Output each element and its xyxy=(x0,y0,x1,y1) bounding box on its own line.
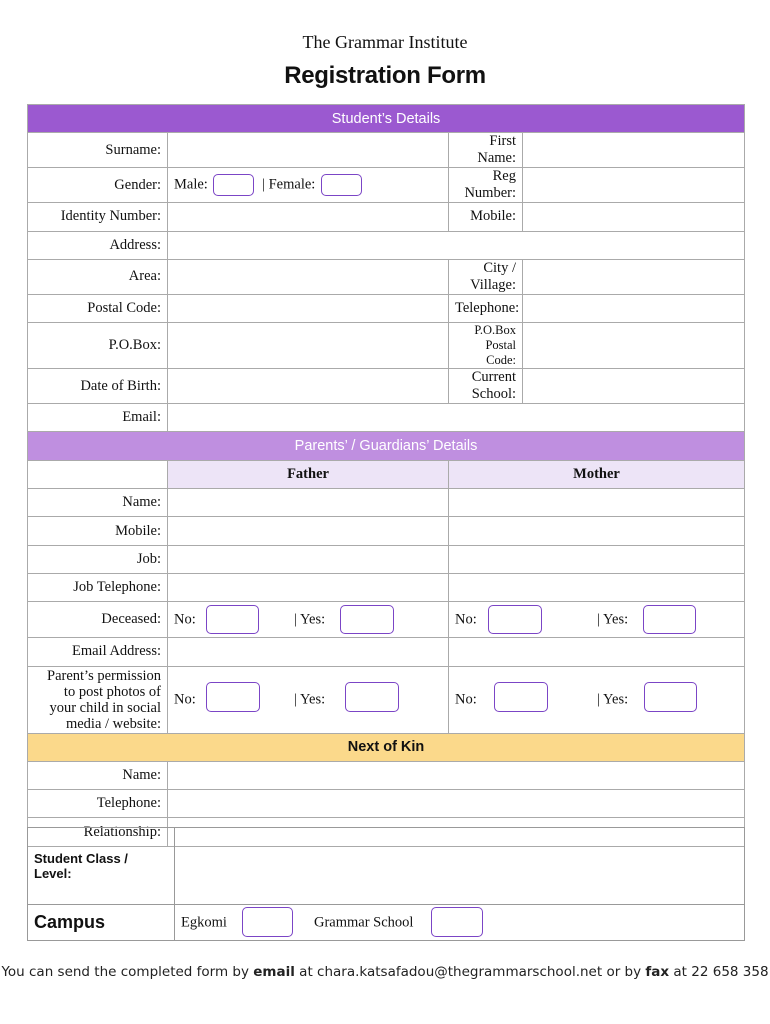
egkomi-checkbox[interactable] xyxy=(242,907,293,937)
deceased-label: Deceased: xyxy=(28,602,168,638)
reg-number-field[interactable] xyxy=(523,168,745,203)
current-school-label: Current School: xyxy=(449,369,523,404)
address-field[interactable] xyxy=(168,231,745,259)
surname-field[interactable] xyxy=(168,133,449,168)
mother-name-field[interactable] xyxy=(449,489,745,517)
class-campus-table xyxy=(27,827,745,941)
surname-label: Surname: xyxy=(28,133,168,168)
grammar-school-checkbox[interactable] xyxy=(431,907,483,937)
reg-number-label: Reg Number: xyxy=(449,168,523,203)
po-box-field[interactable] xyxy=(168,323,449,369)
city-field[interactable] xyxy=(523,259,745,294)
mobile-field[interactable] xyxy=(523,203,745,231)
form-title: Registration Form xyxy=(284,62,486,89)
footer-email-word: email xyxy=(253,964,295,980)
institute-name: The Grammar Institute xyxy=(302,32,468,52)
father-permission-no-label: No: xyxy=(174,691,196,708)
father-deceased-yes-checkbox[interactable] xyxy=(340,605,394,634)
next-of-kin-header-row xyxy=(28,733,745,761)
students-details-title: Student’s Details xyxy=(28,105,745,133)
mother-deceased-yes-label: | Yes: xyxy=(597,611,629,628)
footer-suffix: at 22 658 358 xyxy=(669,964,769,980)
father-deceased-yes-label: | Yes: xyxy=(294,611,326,628)
po-box-postal-field[interactable] xyxy=(523,323,745,369)
next-of-kin-title: Next of Kin xyxy=(28,733,745,761)
parent-email-label: Email Address: xyxy=(28,638,168,666)
father-email-field[interactable] xyxy=(168,638,449,666)
mother-permission-no-label: No: xyxy=(455,691,477,708)
gender-label: Gender: xyxy=(28,168,168,203)
male-checkbox[interactable] xyxy=(213,174,254,196)
students-details-header-row xyxy=(28,105,745,133)
parent-job-label: Job: xyxy=(28,545,168,573)
footer-middle: at chara.katsafadou@thegrammarschool.net or by xyxy=(294,964,646,980)
photo-permission-label: Parent’s permission to post photos of your child in social media / website: xyxy=(28,666,168,733)
mother-job-telephone-field[interactable] xyxy=(449,573,745,601)
city-label: City / Village: xyxy=(449,259,523,294)
dob-label: Date of Birth: xyxy=(28,369,168,404)
father-permission-yes-checkbox[interactable] xyxy=(345,682,399,712)
po-box-postal-label: P.O.Box Postal Code: xyxy=(449,323,523,369)
area-field[interactable] xyxy=(168,259,449,294)
father-deceased-options xyxy=(168,602,449,638)
parents-details-title: Parents’ / Guardians’ Details xyxy=(28,432,745,460)
mother-job-field[interactable] xyxy=(449,545,745,573)
gender-options xyxy=(168,168,449,203)
father-deceased-no-label: No: xyxy=(174,611,196,628)
mother-header: Mother xyxy=(449,460,745,488)
mother-deceased-no-label: No: xyxy=(455,611,477,628)
father-name-field[interactable] xyxy=(168,489,449,517)
postal-code-field[interactable] xyxy=(168,294,449,322)
mother-email-field[interactable] xyxy=(449,638,745,666)
first-name-field[interactable] xyxy=(523,133,745,168)
mother-permission-yes-label: | Yes: xyxy=(597,691,629,708)
dob-field[interactable] xyxy=(168,369,449,404)
father-permission-no-checkbox[interactable] xyxy=(206,682,260,712)
identity-number-label: Identity Number: xyxy=(28,203,168,231)
footer-fax-word: fax xyxy=(645,964,670,980)
father-header: Father xyxy=(168,460,449,488)
male-label: Male: xyxy=(174,176,208,193)
class-level-label: Student Class / Level: xyxy=(28,828,175,905)
telephone-label: Telephone: xyxy=(449,294,523,322)
email-field[interactable] xyxy=(168,404,745,432)
mother-deceased-options xyxy=(449,602,745,638)
father-permission-options xyxy=(168,666,449,733)
kin-telephone-label: Telephone: xyxy=(28,790,168,818)
parent-mobile-label: Mobile: xyxy=(28,517,168,545)
class-level-field[interactable] xyxy=(175,828,745,905)
campus-label: Campus xyxy=(28,905,175,941)
female-checkbox[interactable] xyxy=(321,174,362,196)
mother-permission-yes-checkbox[interactable] xyxy=(644,682,697,712)
father-deceased-no-checkbox[interactable] xyxy=(206,605,259,634)
address-label: Address: xyxy=(28,231,168,259)
area-label: Area: xyxy=(28,259,168,294)
mobile-label: Mobile: xyxy=(449,203,523,231)
postal-code-label: Postal Code: xyxy=(28,294,168,322)
kin-name-label: Name: xyxy=(28,761,168,789)
parent-name-label: Name: xyxy=(28,489,168,517)
kin-name-field[interactable] xyxy=(168,761,745,789)
mother-permission-no-checkbox[interactable] xyxy=(494,682,548,712)
father-job-field[interactable] xyxy=(168,545,449,573)
footer-prefix: You can send the completed form by xyxy=(1,964,254,980)
father-permission-yes-label: | Yes: xyxy=(294,691,326,708)
campus-options xyxy=(175,905,745,941)
grammar-school-label: Grammar School xyxy=(314,914,414,930)
kin-relationship-label: Relationship: xyxy=(28,818,168,846)
father-job-telephone-field[interactable] xyxy=(168,573,449,601)
mother-deceased-yes-checkbox[interactable] xyxy=(643,605,696,634)
footer-note xyxy=(0,964,770,980)
po-box-label: P.O.Box: xyxy=(28,323,168,369)
email-label: Email: xyxy=(28,404,168,432)
parent-job-telephone-label: Job Telephone: xyxy=(28,573,168,601)
egkomi-label: Egkomi xyxy=(181,914,227,930)
identity-number-field[interactable] xyxy=(168,203,449,231)
kin-telephone-field[interactable] xyxy=(168,790,745,818)
parents-blank-cell xyxy=(28,460,168,488)
mother-deceased-no-checkbox[interactable] xyxy=(488,605,542,634)
female-label: | Female: xyxy=(262,176,316,193)
parents-header-row xyxy=(28,432,745,460)
father-mobile-field[interactable] xyxy=(168,517,449,545)
mother-permission-options xyxy=(449,666,745,733)
first-name-label: First Name: xyxy=(449,133,523,168)
current-school-field[interactable] xyxy=(523,369,745,404)
mother-mobile-field[interactable] xyxy=(449,517,745,545)
telephone-field[interactable] xyxy=(523,294,745,322)
registration-table xyxy=(27,104,745,847)
